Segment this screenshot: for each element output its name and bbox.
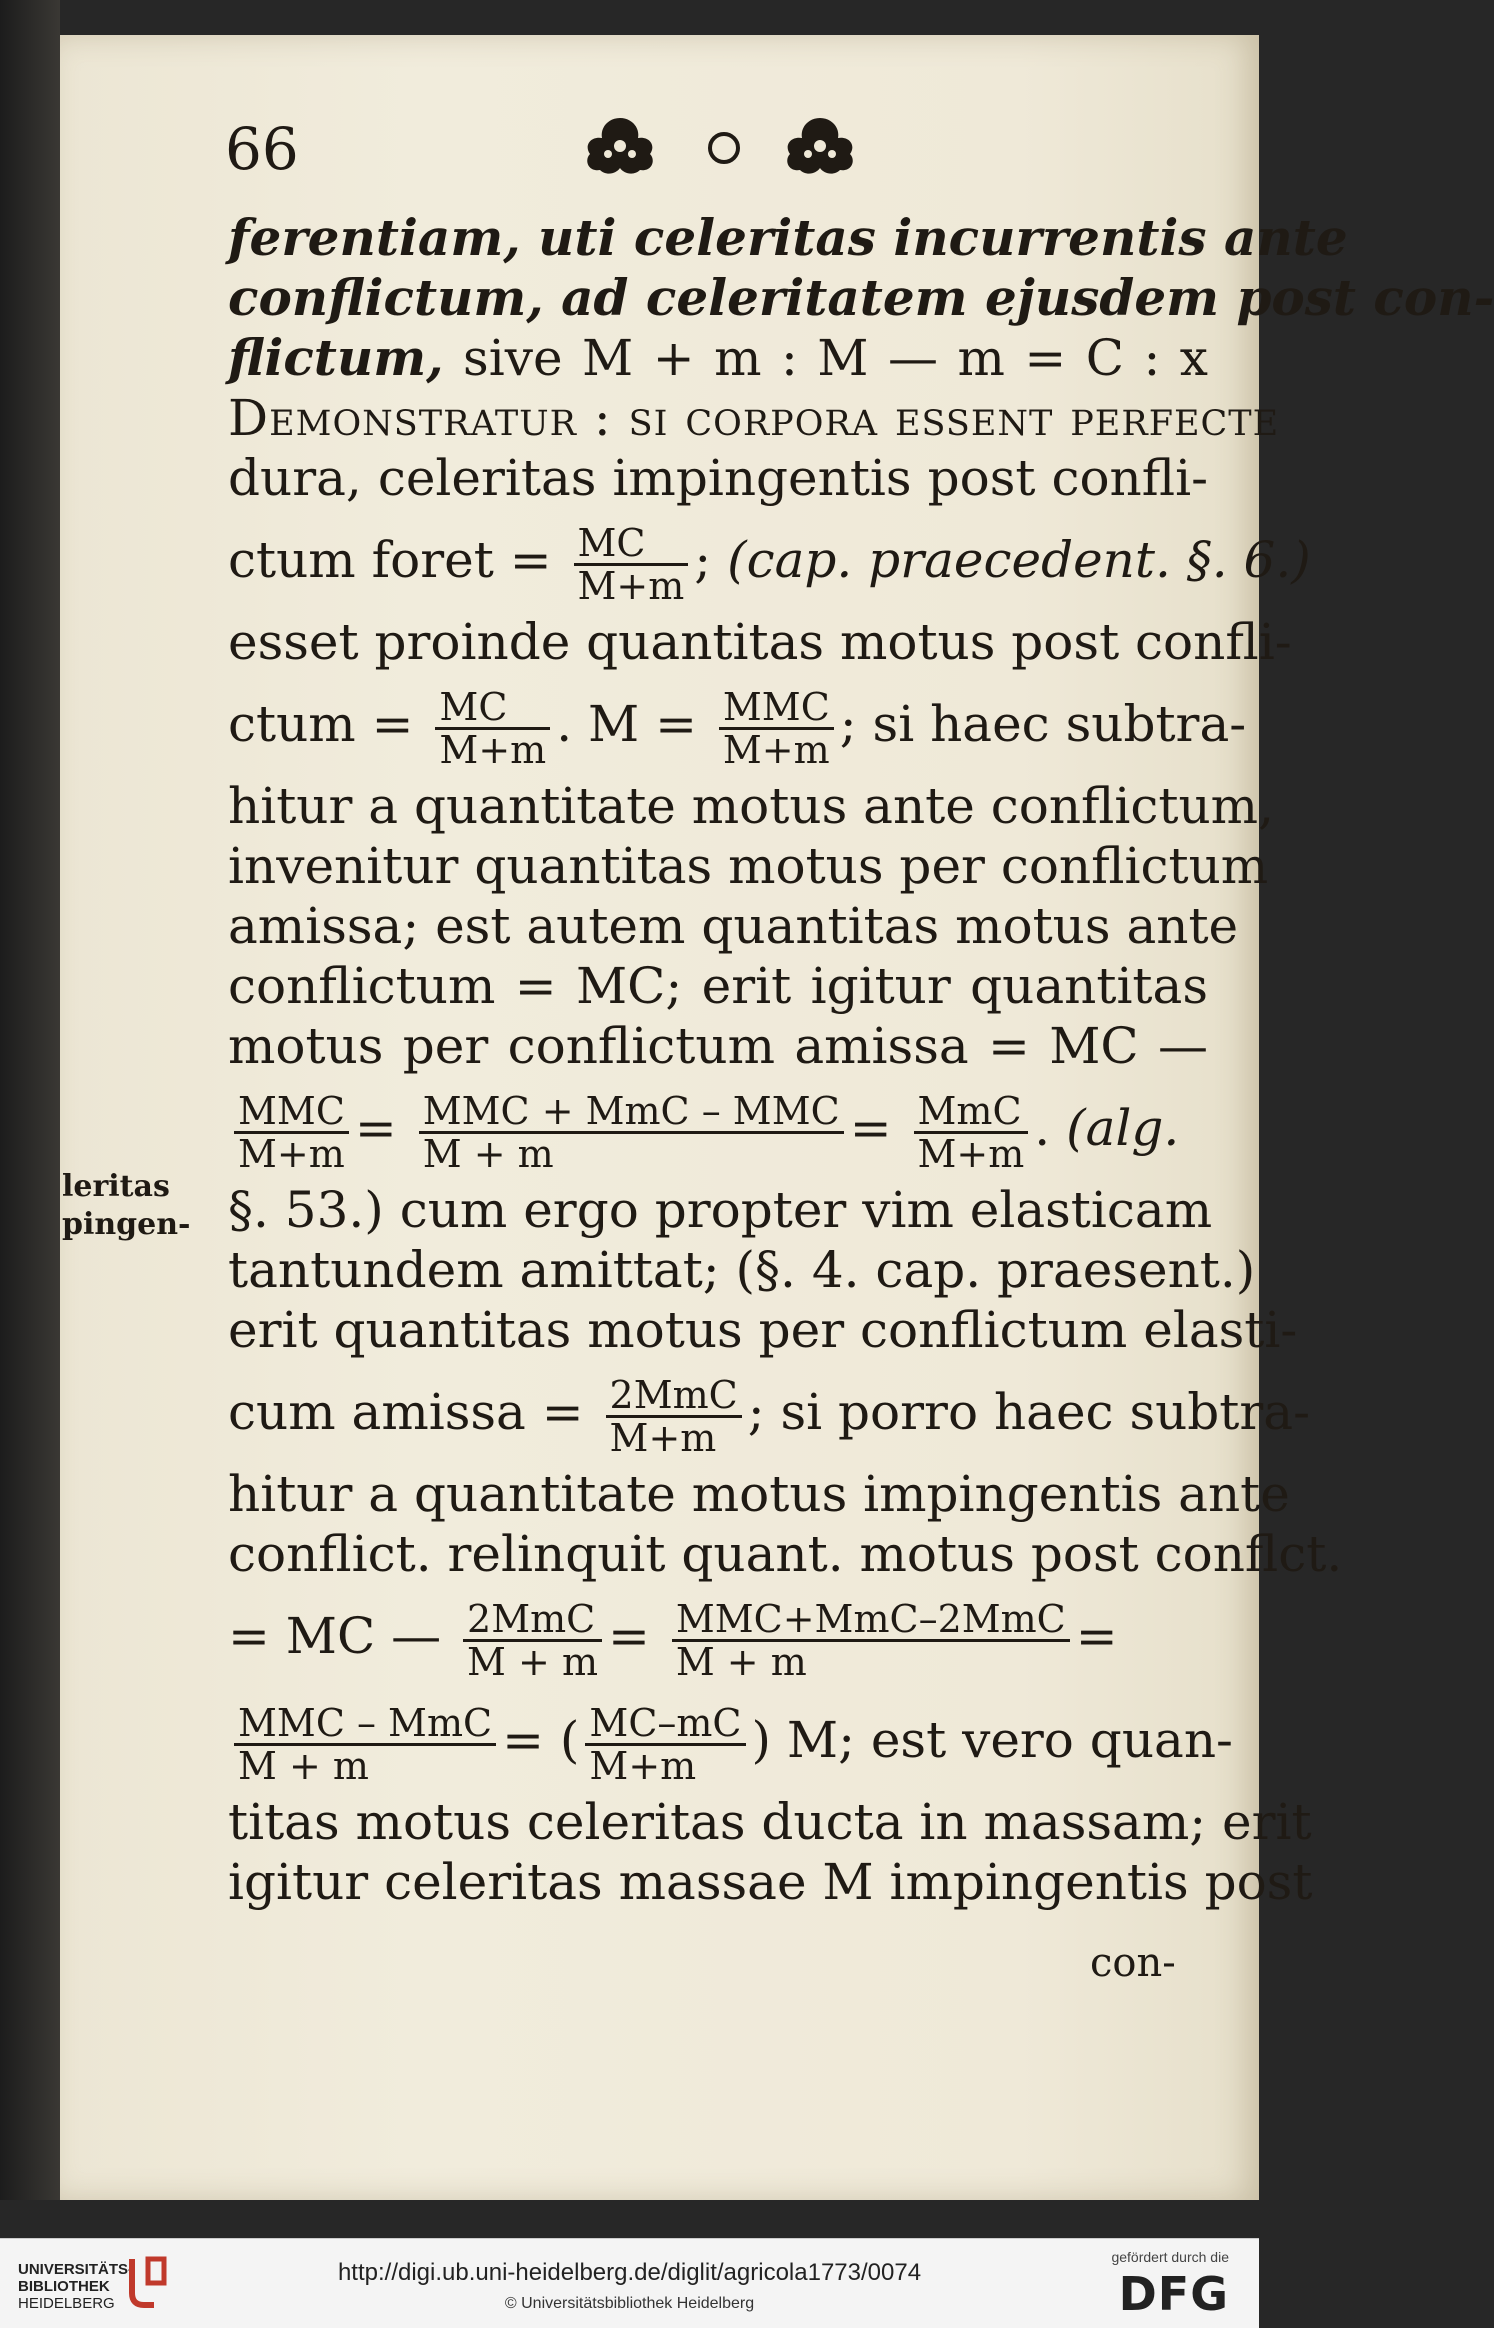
text-line: hitur a quantitate motus impingentis ante bbox=[228, 1465, 1290, 1523]
margin-note: leritas pingen- bbox=[62, 1169, 191, 1242]
text-line: ferentiam, uti celeritas incurrentis ante bbox=[228, 208, 1348, 267]
fraction: $\frac{\text{MMC+MmC–2MmC}}{M + m}$ bbox=[672, 1599, 1070, 1682]
text-line: amissa; est autem quantitas motus ante bbox=[228, 897, 1239, 955]
text-line: conflictum, ad celeritatem ejusdem post con- bbox=[228, 268, 1494, 327]
text-line: hitur a quantitate motus ante conflictum, bbox=[228, 777, 1274, 835]
fraction: $\frac{\text{2MmC}}{M + m}$ bbox=[463, 1599, 602, 1682]
text-line: conflictum = MC; erit igitur quantitas bbox=[228, 957, 1208, 1015]
text-line: conflict. relinquit quant. motus post conflct. bbox=[228, 1525, 1343, 1583]
viewer-footer bbox=[0, 2238, 1259, 2328]
fraction: $\frac{MC-mC}{M+m}$ bbox=[585, 1703, 745, 1786]
text-line: flictum, sive M + m : M — m = C : x bbox=[228, 328, 1208, 387]
fraction: $\frac{\text{MMC}}{M+m}$ bbox=[234, 1091, 349, 1174]
fraction: $\frac{\text{MMC – MmC}}{M + m}$ bbox=[234, 1703, 496, 1786]
book-spine bbox=[0, 0, 60, 2200]
text-line: $\frac{\text{MMC}}{M+m}$ = $\frac{\text{MMC + MmC – MMC}}{M + m}$ = $\frac{\text{MmC}}{M+m}$ . (alg. bbox=[228, 1076, 1208, 1180]
dfg-logo[interactable]: DFG bbox=[1118, 2267, 1229, 2321]
fraction: $\frac{\text{MMC + MmC – MMC}}{M + m}$ bbox=[419, 1091, 844, 1174]
text-line: erit quantitas motus per conflictum elasti- bbox=[228, 1301, 1298, 1359]
fraction: $\frac{MC}{M+m}$ bbox=[435, 687, 550, 770]
ub-logo[interactable]: UNIVERSITÄTS- BIBLIOTHEK HEIDELBERG bbox=[18, 2261, 134, 2312]
text-line: $\frac{\text{MMC – MmC}}{M + m}$ = ( $\frac{MC-mC}{M+m}$ ) M; est vero quan- bbox=[228, 1688, 1208, 1792]
text-line: ctum foret = $\frac{MC}{M+m}$ ; (cap. praecedent. §. 6.) bbox=[228, 520, 1311, 608]
copyright: © Universitätsbibliothek Heidelberg bbox=[504, 2295, 755, 2312]
ornament-circle-icon bbox=[708, 132, 740, 164]
text-line: = MC — $\frac{\text{2MmC}}{M + m}$ = $\frac{\text{MMC+MmC–2MmC}}{M + m}$ = bbox=[228, 1596, 1118, 1684]
text-line: Demonstratur : si corpora essent perfecte bbox=[228, 389, 1280, 447]
page-number: 66 bbox=[225, 115, 299, 183]
text-line: §. 53.) cum ergo propter vim elasticam bbox=[228, 1181, 1213, 1239]
text-line: invenitur quantitas motus per conflictum bbox=[228, 837, 1269, 895]
fraction: $\frac{\text{MmC}}{M+m}$ bbox=[914, 1091, 1029, 1174]
ornament-left-icon bbox=[580, 110, 660, 180]
text-line: tantundem amittat; (§. 4. cap. praesent.) bbox=[228, 1241, 1256, 1299]
fraction: $\frac{MC}{M+m}$ bbox=[574, 523, 689, 606]
page-header bbox=[225, 110, 1205, 190]
text-line: dura, celeritas impingentis post confli- bbox=[228, 449, 1208, 507]
text-line: motus per conflictum amissa = MC — bbox=[228, 1017, 1208, 1075]
text-line: igitur celeritas massae M impingentis post bbox=[228, 1853, 1313, 1911]
page-text bbox=[228, 208, 1494, 1912]
text-line: titas motus celeritas ducta in massam; erit bbox=[228, 1793, 1312, 1851]
text-line: ctum = $\frac{MC}{M+m}$ . M = $\frac{\text{MMC}}{M+m}$ ; si haec subtra- bbox=[228, 684, 1247, 772]
fraction: $\frac{\text{MMC}}{M+m}$ bbox=[719, 687, 834, 770]
text-line: esset proinde quantitas motus post confli- bbox=[228, 613, 1292, 671]
permalink[interactable]: http://digi.ub.uni-heidelberg.de/diglit/agricola1773/0074 bbox=[337, 2259, 922, 2286]
text-line: cum amissa = $\frac{\text{2MmC}}{M+m}$ ; si porro haec subtra- bbox=[228, 1372, 1311, 1460]
ornament-right-icon bbox=[780, 110, 860, 180]
fraction: $\frac{\text{2MmC}}{M+m}$ bbox=[606, 1375, 742, 1458]
funding-label: gefördert durch die bbox=[1111, 2249, 1229, 2265]
catchword: con- bbox=[1090, 1940, 1176, 1986]
